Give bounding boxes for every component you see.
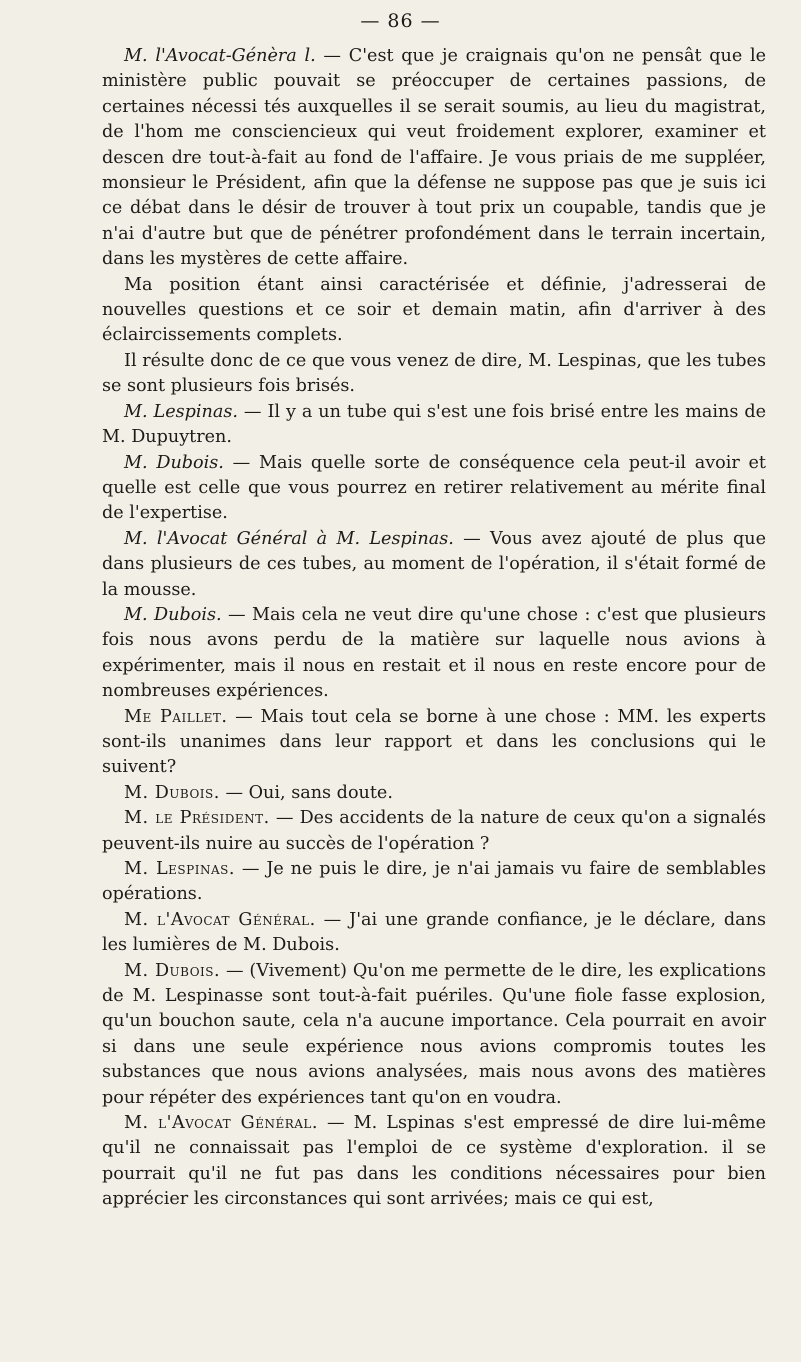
paragraph-4-text: — Mais quelle sorte de conséquence cela peut-il avoir et quelle est celle que vous pourrez en retirer relativement au mérite final de l'expertise. (102, 452, 766, 524)
speaker-5: M. l'Avocat Général à M. Lespinas. (124, 528, 454, 549)
paragraph-2 (102, 349, 766, 400)
speaker-3: M. Lespinas. (124, 401, 238, 422)
paragraph-8 (102, 781, 766, 806)
page-number: — 86 — (360, 10, 441, 32)
paragraph-3-text: — Il y a un tube qui s'est une fois brisé entre les mains de M. Dupuytren. (102, 401, 767, 448)
paragraph-7-text: — Mais tout cela se borne à une chose : MM. les experts sont-ils unanimes dans leur rapport et dans les conclusions qui le suivent? (102, 706, 766, 778)
paragraph-1 (102, 273, 766, 349)
speaker-10: M. Lespinas. (124, 859, 235, 879)
speaker-12: M. Dubois. (124, 960, 221, 981)
paragraph-9 (102, 806, 766, 857)
paragraph-1-text: Ma position étant ainsi caractérisée et définie, j'adresserai de nouvelles questions et ce soir et demain matin, afin d'arriver à des éclaircissements complets. (102, 274, 766, 346)
paragraph-6-text: — Mais cela ne veut dire qu'une chose : c'est que plusieurs fois nous avons perdu de la matière sur laquelle nous avions à expérimenter, mais il nous en restait et il nous en reste encore pour de nombreuses expériences. (102, 604, 766, 702)
paragraph-12 (102, 959, 766, 1111)
paragraph-10 (102, 857, 766, 908)
paragraph-7 (102, 705, 766, 781)
speaker-6: M. Dubois. (124, 604, 222, 625)
paragraph-3 (102, 400, 766, 451)
paragraph-8-text: — Oui, sans doute. (219, 782, 393, 803)
paragraph-11-text: — J'ai une grande confiance, je le déclare, dans les lumières de M. Dubois. (102, 909, 766, 956)
speaker-11: M. l'Avocat Général. (124, 909, 316, 930)
speaker-4: M. Dubois. (124, 452, 224, 473)
body-text (102, 44, 766, 1213)
speaker-7: Me Paillet. (124, 706, 228, 727)
paragraph-13-text: — M. Lspinas s'est empressé de dire lui-même qu'il ne connaissait pas l'emploi de ce système d'exploration. il se pourrait qu'il ne fut pas dans les conditions nécessaires pour bien apprécier les circonstances qui sont arrivées; mais ce qui est, (102, 1113, 766, 1210)
paragraph-5 (102, 527, 766, 603)
speaker-9: M. le Président. (124, 808, 270, 829)
speaker-13: M. l'Avocat Général. (124, 1113, 318, 1134)
speaker-8: M. Dubois. (124, 782, 220, 803)
paragraph-13 (102, 1111, 766, 1213)
paragraph-12-text: — (Vivement) Qu'on me permette de le dire, les explications de M. Lespinasse sont tout-à-fait puériles. Qu'une fiole fasse explosion, qu'un bouchon saute, cela n'a aucune importance. Cela pourrait en avoir si dans une seule expérience nous avions compromis toutes les substances que nous avions analysées, mais nous avons des matières pour répéter des expériences tant qu'on en voudra. (102, 960, 766, 1108)
paragraph-4 (102, 451, 766, 527)
paragraph-11 (102, 908, 766, 959)
paragraph-10-text: — Je ne puis le dire, je n'ai jamais vu faire de semblables opérations. (102, 859, 766, 905)
speaker-0: M. l'Avocat-Génèra l. (124, 46, 316, 66)
paragraph-9-text: — Des accidents de la nature de ceux qu'on a signalés peuvent-ils nuire au succès de l'opération ? (102, 808, 767, 854)
paragraph-6 (102, 603, 766, 705)
paragraph-2-text: Il résulte donc de ce que vous venez de dire, M. Lespinas, que les tubes se sont plusieurs fois brisés. (102, 350, 766, 397)
paragraph-5-text: — Vous avez ajouté de plus que dans plusieurs de ces tubes, au moment de l'opération, il s'était formé de la mousse. (102, 528, 766, 600)
paragraph-0-text: — C'est que je craignais qu'on ne pensât que le ministère public pouvait se préoccuper de certaines passions, de certaines nécessi tés auxquelles il se serait soumis, au lieu du magistrat, de l'hom me consciencieux qui veut froidement explorer, examiner et descen dre tout-à-fait au fond de l'affaire. Je vous priais de me suppléer, monsieur le Président, afin que la défense ne suppose pas que je suis ici ce débat dans le désir de trouver à tout prix un coupable, tandis que je n'ai d'autre but que de pénétrer profondément dans le terrain incertain, dans les mystères de cette affaire. (102, 46, 766, 270)
paragraph-0 (102, 44, 766, 273)
